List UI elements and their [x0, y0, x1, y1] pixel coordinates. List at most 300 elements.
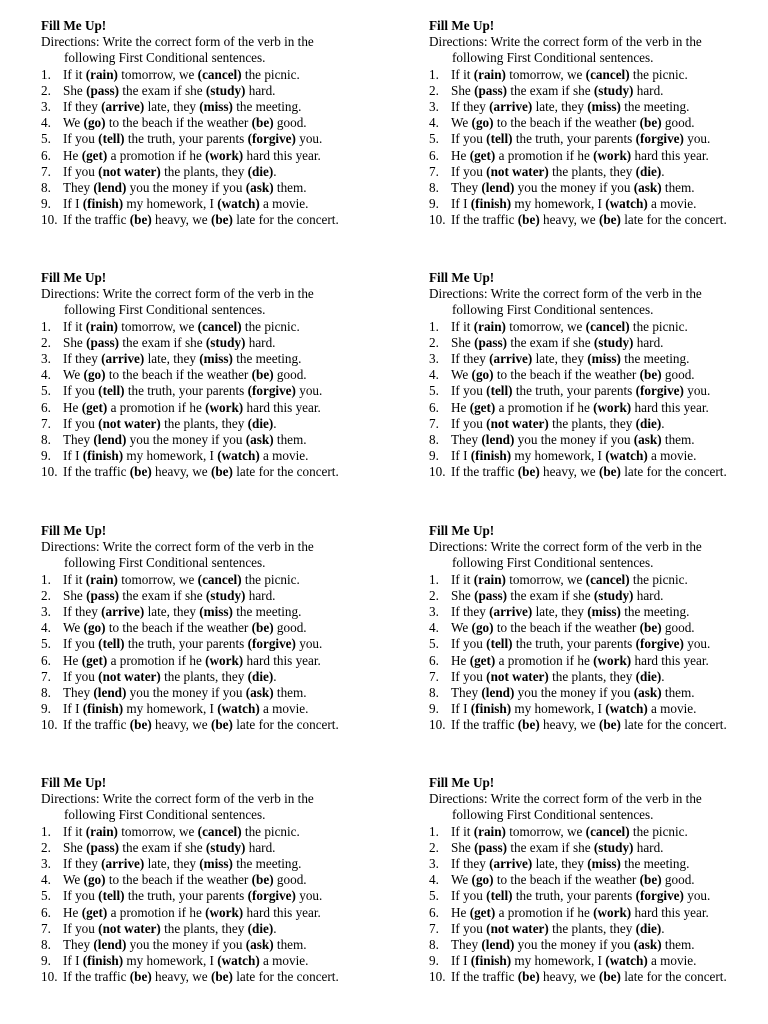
verb-prompt: (study) [205, 587, 246, 603]
question-item [41, 351, 381, 367]
sentence-fragment: He [63, 904, 82, 920]
question-item [41, 367, 381, 383]
question-number: 8. [429, 685, 439, 701]
verb-prompt: (work) [593, 652, 632, 668]
question-number: 7. [429, 163, 439, 179]
sentence-fragment: you the money if you [514, 180, 634, 196]
verb-prompt: (miss) [199, 351, 233, 367]
question-text [63, 620, 307, 636]
question-item [429, 351, 768, 367]
question-item [41, 180, 381, 196]
question-number: 10. [429, 717, 446, 733]
sentence-fragment: hard this year. [631, 147, 709, 163]
verb-prompt: (study) [593, 82, 634, 98]
question-text [63, 824, 300, 840]
question-text [63, 969, 339, 985]
verb-prompt: (watch) [217, 196, 260, 212]
question-item [429, 212, 768, 228]
question-number: 2. [429, 334, 439, 350]
sentence-fragment: If you [63, 163, 99, 179]
verb-prompt: (die) [247, 415, 274, 431]
question-number: 3. [41, 856, 51, 872]
verb-prompt: (finish) [470, 448, 512, 464]
directions-line-2: following First Conditional sentences. [64, 807, 266, 823]
sentence-fragment: good. [273, 620, 307, 636]
sentence-fragment: late, they [532, 856, 588, 872]
sentence-fragment: She [63, 82, 87, 98]
verb-prompt: (not water) [98, 163, 161, 179]
verb-prompt: (lend) [93, 937, 127, 953]
sentence-fragment: . [661, 668, 665, 684]
sentence-fragment: you the money if you [126, 432, 246, 448]
question-item [429, 196, 768, 212]
verb-prompt: (die) [635, 163, 662, 179]
question-item [41, 448, 381, 464]
worksheet-block [429, 523, 768, 734]
question-item [429, 572, 768, 588]
verb-prompt: (die) [635, 668, 662, 684]
sentence-fragment: the meeting. [620, 99, 690, 115]
verb-prompt: (study) [593, 839, 634, 855]
question-number: 5. [41, 888, 51, 904]
verb-prompt: (tell) [486, 131, 513, 147]
sentence-fragment: my homework, I [511, 701, 606, 717]
question-item [429, 685, 768, 701]
question-number: 5. [429, 636, 439, 652]
question-text [451, 953, 696, 969]
verb-prompt: (work) [205, 147, 244, 163]
sentence-fragment: tomorrow, we [117, 66, 198, 82]
question-text [63, 432, 307, 448]
verb-prompt: (be) [517, 464, 540, 480]
sentence-fragment: We [451, 872, 472, 888]
sentence-fragment: If they [451, 351, 490, 367]
sentence-fragment: tomorrow, we [117, 318, 198, 334]
question-item [429, 180, 768, 196]
sentence-fragment: them. [661, 685, 695, 701]
sentence-fragment: the meeting. [232, 856, 302, 872]
sentence-fragment: the plants, they [160, 920, 248, 936]
question-number: 1. [41, 823, 51, 839]
sentence-fragment: We [451, 620, 472, 636]
question-text [451, 335, 663, 351]
question-number: 10. [429, 464, 446, 480]
question-item [41, 335, 381, 351]
question-text [63, 685, 307, 701]
sentence-fragment: good. [661, 872, 695, 888]
question-item [41, 67, 381, 83]
verb-prompt: (work) [205, 652, 244, 668]
verb-prompt: (go) [471, 872, 494, 888]
sentence-fragment: you. [295, 383, 323, 399]
sentence-fragment: If you [63, 668, 99, 684]
question-number: 8. [41, 685, 51, 701]
sentence-fragment: If I [63, 196, 83, 212]
verb-prompt: (not water) [486, 163, 549, 179]
verb-prompt: (cancel) [585, 318, 630, 334]
question-item [41, 653, 381, 669]
question-text [63, 448, 308, 464]
sentence-fragment: my homework, I [123, 196, 218, 212]
question-text [63, 212, 339, 228]
question-number: 6. [429, 652, 439, 668]
question-text [63, 148, 321, 164]
question-item [41, 572, 381, 588]
sentence-fragment: If you [63, 415, 99, 431]
sentence-fragment: the plants, they [160, 668, 248, 684]
sentence-fragment: If I [451, 196, 471, 212]
question-number: 6. [429, 147, 439, 163]
question-number: 8. [41, 180, 51, 196]
sentence-fragment: If it [451, 823, 474, 839]
sentence-fragment: the plants, they [548, 920, 636, 936]
worksheet-block [429, 775, 768, 986]
question-number: 2. [429, 839, 439, 855]
sentence-fragment: late, they [144, 99, 200, 115]
verb-prompt: (forgive) [247, 131, 296, 147]
verb-prompt: (be) [251, 620, 274, 636]
directions-line-1: Directions: Write the correct form of the verb in the [41, 539, 314, 555]
directions-line-1: Directions: Write the correct form of the verb in the [429, 34, 702, 50]
verb-prompt: (arrive) [489, 99, 533, 115]
sentence-fragment: good. [273, 367, 307, 383]
sentence-fragment: If you [63, 383, 99, 399]
sentence-fragment: a movie. [647, 953, 697, 969]
question-text [451, 872, 695, 888]
question-item [429, 148, 768, 164]
question-text [451, 319, 688, 335]
verb-prompt: (go) [471, 620, 494, 636]
verb-prompt: (tell) [98, 383, 125, 399]
sentence-fragment: the truth, your parents [512, 888, 636, 904]
sentence-fragment: He [451, 904, 470, 920]
sentence-fragment: If they [63, 351, 102, 367]
question-number: 2. [41, 587, 51, 603]
sentence-fragment: If I [451, 448, 471, 464]
verb-prompt: (go) [471, 115, 494, 131]
sentence-fragment: . [661, 920, 665, 936]
question-item [429, 432, 768, 448]
sentence-fragment: you the money if you [514, 937, 634, 953]
sentence-fragment: They [451, 432, 482, 448]
question-item [429, 888, 768, 904]
sentence-fragment: They [63, 180, 94, 196]
sentence-fragment: If it [63, 823, 86, 839]
question-item [41, 953, 381, 969]
verb-prompt: (ask) [245, 685, 274, 701]
sentence-fragment: you the money if you [126, 685, 246, 701]
sentence-fragment: a movie. [259, 701, 309, 717]
question-text [63, 196, 308, 212]
question-item [41, 824, 381, 840]
sentence-fragment: them. [661, 937, 695, 953]
verb-prompt: (tell) [486, 888, 513, 904]
sentence-fragment: late for the concert. [620, 212, 727, 228]
question-number: 7. [41, 668, 51, 684]
sentence-fragment: the picnic. [241, 571, 300, 587]
question-number: 1. [41, 318, 51, 334]
sentence-fragment: the exam if she [507, 82, 594, 98]
directions-line-2: following First Conditional sentences. [64, 555, 266, 571]
question-item [41, 464, 381, 480]
sentence-fragment: If they [451, 856, 490, 872]
question-number: 10. [41, 969, 58, 985]
sentence-fragment: a movie. [647, 196, 697, 212]
verb-prompt: (die) [247, 920, 274, 936]
verb-prompt: (get) [81, 904, 108, 920]
question-number: 1. [429, 66, 439, 82]
question-item [429, 905, 768, 921]
sentence-fragment: He [63, 147, 82, 163]
sentence-fragment: late, they [144, 856, 200, 872]
sentence-fragment: . [273, 163, 277, 179]
question-item [429, 856, 768, 872]
verb-prompt: (be) [639, 115, 662, 131]
question-number: 4. [429, 872, 439, 888]
verb-prompt: (get) [81, 399, 108, 415]
verb-prompt: (tell) [98, 888, 125, 904]
question-text [451, 400, 709, 416]
question-item [41, 717, 381, 733]
verb-prompt: (pass) [474, 839, 508, 855]
verb-prompt: (pass) [86, 839, 120, 855]
verb-prompt: (be) [517, 969, 540, 985]
question-text [451, 383, 710, 399]
sentence-fragment: If the traffic [63, 212, 130, 228]
question-item [429, 953, 768, 969]
sentence-fragment: my homework, I [511, 448, 606, 464]
question-text [63, 717, 339, 733]
question-number: 8. [429, 432, 439, 448]
sentence-fragment: hard this year. [631, 399, 709, 415]
verb-prompt: (arrive) [101, 856, 145, 872]
sentence-fragment: heavy, we [539, 464, 599, 480]
directions-line-1: Directions: Write the correct form of the verb in the [41, 791, 314, 807]
verb-prompt: (not water) [486, 920, 549, 936]
sentence-fragment: the meeting. [232, 351, 302, 367]
question-text [63, 888, 322, 904]
verb-prompt: (study) [205, 82, 246, 98]
verb-prompt: (die) [247, 163, 274, 179]
question-text [63, 164, 277, 180]
question-text [63, 319, 300, 335]
sentence-fragment: a movie. [647, 448, 697, 464]
question-text [63, 351, 301, 367]
question-list [41, 824, 381, 986]
sentence-fragment: If they [63, 856, 102, 872]
sentence-fragment: . [273, 415, 277, 431]
sentence-fragment: If you [451, 415, 487, 431]
question-text [63, 464, 339, 480]
verb-prompt: (cancel) [197, 66, 242, 82]
question-text [63, 653, 321, 669]
verb-prompt: (be) [210, 212, 233, 228]
verb-prompt: (cancel) [585, 823, 630, 839]
question-item [41, 588, 381, 604]
sentence-fragment: to the beach if the weather [493, 620, 640, 636]
question-text [451, 212, 727, 228]
directions-line-1: Directions: Write the correct form of the verb in the [429, 286, 702, 302]
verb-prompt: (cancel) [197, 318, 242, 334]
verb-prompt: (finish) [82, 953, 124, 969]
question-number: 5. [429, 888, 439, 904]
sentence-fragment: the meeting. [620, 856, 690, 872]
sentence-fragment: He [451, 399, 470, 415]
question-number: 6. [41, 904, 51, 920]
question-item [429, 969, 768, 985]
worksheet-title: Fill Me Up! [429, 270, 495, 285]
sentence-fragment: If you [63, 636, 99, 652]
question-number: 1. [429, 823, 439, 839]
question-text [451, 856, 689, 872]
question-text [63, 905, 321, 921]
question-number: 3. [429, 351, 439, 367]
verb-prompt: (tell) [98, 131, 125, 147]
question-text [451, 604, 689, 620]
verb-prompt: (be) [598, 464, 621, 480]
sentence-fragment: a movie. [259, 953, 309, 969]
sentence-fragment: If it [63, 318, 86, 334]
question-number: 6. [41, 399, 51, 415]
question-item [429, 416, 768, 432]
question-number: 2. [41, 839, 51, 855]
worksheet-title: Fill Me Up! [429, 18, 495, 33]
verb-prompt: (watch) [217, 701, 260, 717]
sentence-fragment: the truth, your parents [124, 383, 248, 399]
question-text [63, 937, 307, 953]
sentence-fragment: hard. [633, 334, 664, 350]
sentence-fragment: If you [451, 131, 487, 147]
sentence-fragment: If you [63, 131, 99, 147]
sentence-fragment: the truth, your parents [512, 131, 636, 147]
question-item [429, 400, 768, 416]
question-item [41, 872, 381, 888]
question-number: 9. [41, 953, 51, 969]
question-text [451, 921, 665, 937]
sentence-fragment: late, they [532, 351, 588, 367]
sentence-fragment: They [63, 937, 94, 953]
verb-prompt: (pass) [474, 587, 508, 603]
question-text [451, 351, 689, 367]
verb-prompt: (forgive) [635, 636, 684, 652]
sentence-fragment: the picnic. [629, 66, 688, 82]
sentence-fragment: the exam if she [119, 82, 206, 98]
verb-prompt: (get) [81, 652, 108, 668]
question-item [41, 212, 381, 228]
question-text [63, 83, 275, 99]
question-list [41, 319, 381, 481]
sentence-fragment: a movie. [647, 701, 697, 717]
sentence-fragment: late, they [144, 351, 200, 367]
verb-prompt: (forgive) [247, 888, 296, 904]
question-item [41, 432, 381, 448]
question-text [451, 888, 710, 904]
question-item [429, 164, 768, 180]
verb-prompt: (be) [598, 717, 621, 733]
sentence-fragment: If the traffic [63, 969, 130, 985]
sentence-fragment: the truth, your parents [124, 636, 248, 652]
sentence-fragment: He [451, 147, 470, 163]
sentence-fragment: hard. [633, 839, 664, 855]
sentence-fragment: them. [273, 180, 307, 196]
question-number: 6. [41, 652, 51, 668]
sentence-fragment: heavy, we [151, 717, 211, 733]
question-number: 3. [41, 351, 51, 367]
question-number: 7. [41, 415, 51, 431]
sentence-fragment: tomorrow, we [505, 318, 586, 334]
sentence-fragment: If I [63, 701, 83, 717]
sentence-fragment: a promotion if he [495, 147, 594, 163]
sentence-fragment: We [451, 367, 472, 383]
question-text [63, 335, 275, 351]
verb-prompt: (ask) [245, 937, 274, 953]
verb-prompt: (forgive) [635, 131, 684, 147]
sentence-fragment: late, they [144, 604, 200, 620]
verb-prompt: (be) [251, 115, 274, 131]
sentence-fragment: They [451, 685, 482, 701]
question-text [63, 636, 322, 652]
verb-prompt: (lend) [481, 432, 515, 448]
question-number: 5. [429, 383, 439, 399]
question-number: 9. [41, 701, 51, 717]
question-item [41, 83, 381, 99]
verb-prompt: (cancel) [585, 571, 630, 587]
sentence-fragment: a promotion if he [495, 904, 594, 920]
sentence-fragment: good. [273, 115, 307, 131]
sentence-fragment: good. [661, 367, 695, 383]
question-item [429, 653, 768, 669]
question-text [63, 872, 307, 888]
sentence-fragment: If you [63, 888, 99, 904]
question-number: 1. [429, 571, 439, 587]
question-text [63, 921, 277, 937]
question-number: 10. [41, 464, 58, 480]
verb-prompt: (be) [129, 717, 152, 733]
sentence-fragment: If you [451, 163, 487, 179]
worksheet-title: Fill Me Up! [41, 523, 107, 538]
verb-prompt: (finish) [470, 196, 512, 212]
sentence-fragment: tomorrow, we [117, 571, 198, 587]
verb-prompt: (get) [81, 147, 108, 163]
question-number: 5. [41, 131, 51, 147]
question-number: 7. [429, 920, 439, 936]
worksheet-title: Fill Me Up! [429, 775, 495, 790]
verb-prompt: (be) [598, 969, 621, 985]
sentence-fragment: the truth, your parents [512, 636, 636, 652]
question-item [41, 131, 381, 147]
verb-prompt: (be) [210, 464, 233, 480]
sentence-fragment: She [451, 587, 475, 603]
sentence-fragment: late for the concert. [232, 717, 339, 733]
question-item [429, 588, 768, 604]
worksheet-title: Fill Me Up! [429, 523, 495, 538]
verb-prompt: (go) [83, 620, 106, 636]
sentence-fragment: If the traffic [451, 717, 518, 733]
question-number: 6. [429, 904, 439, 920]
question-number: 9. [429, 701, 439, 717]
sentence-fragment: you. [683, 131, 711, 147]
sentence-fragment: a promotion if he [107, 652, 206, 668]
verb-prompt: (not water) [98, 920, 161, 936]
sentence-fragment: the picnic. [241, 318, 300, 334]
verb-prompt: (miss) [199, 604, 233, 620]
verb-prompt: (go) [471, 367, 494, 383]
verb-prompt: (pass) [86, 82, 120, 98]
question-text [451, 367, 695, 383]
question-item [41, 888, 381, 904]
question-number: 4. [429, 367, 439, 383]
sentence-fragment: the exam if she [119, 839, 206, 855]
